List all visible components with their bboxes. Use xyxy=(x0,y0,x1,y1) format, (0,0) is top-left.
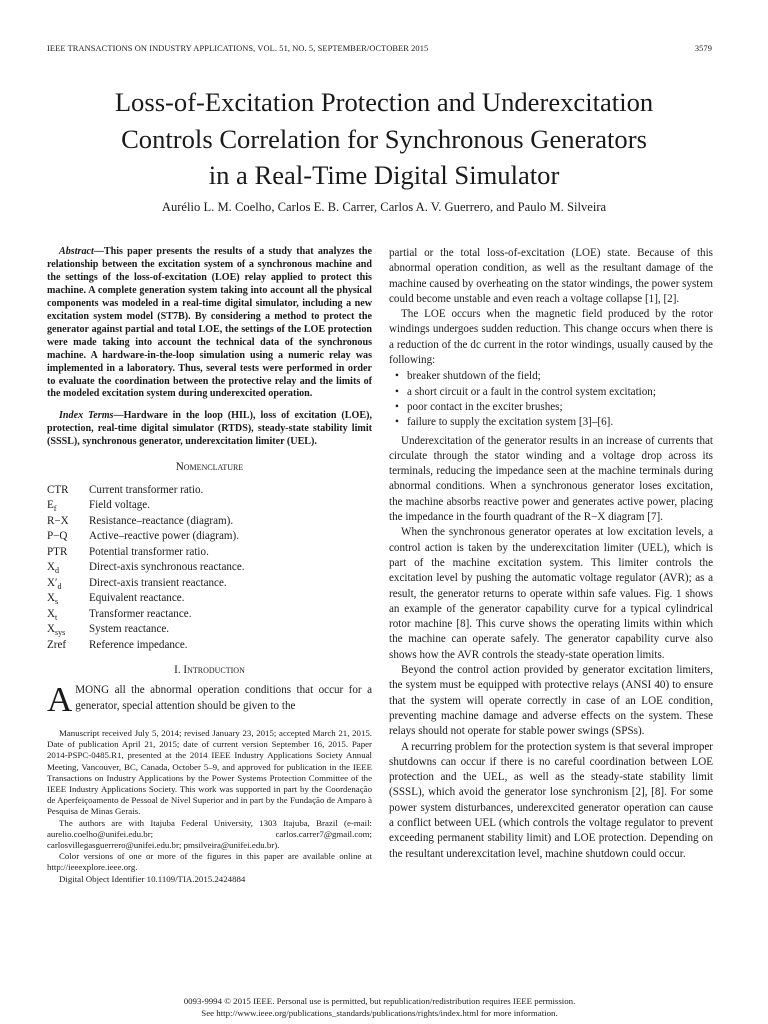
right-column xyxy=(389,246,713,862)
nomenclature-heading: Nomenclature xyxy=(175,461,244,474)
footnote-authors: The authors are with Itajuba Federal University, 1303 Itajuba, Brazil (e-mail: aurelio.coelho@unifei.edu.br; carlos.carrer7@gmail.com; carlosvillegasguerrero@unifei.edu.br; pmsilveira@unifei.edu.br). xyxy=(47,817,372,851)
list-item: • a short circuit or a fault in the control system excitation; xyxy=(407,385,713,400)
nomenclature-row xyxy=(47,591,372,607)
nomenclature-symbol: $X_s$ xyxy=(47,592,59,607)
list-item: • breaker shutdown of the field; xyxy=(407,369,713,384)
nomenclature-row xyxy=(47,560,372,576)
section-title: Introduction xyxy=(183,664,245,677)
nomenclature-symbol: $X'_d$ xyxy=(47,576,62,591)
nomenclature-desc: Direct-axis synchronous reactance. xyxy=(89,561,245,574)
abstract-text: —This paper presents the results of a study that analyzes the relationship between the excitation system of a synchronous machine and the settings of the loss-of-excitation (LOE) relay applied to protect this machine. A complete generation system taking into account all the physical components was modeled in a real-time digital simulator, including a new excitation system model (ST7B). By considering a method to protect the generator against partial and total LOE, the settings of the LOE protection were made taking into account the technical data of the synchronous machine. A hardware-in-the-loop simulation using a numeric relay was implemented in a laboratory. Thus, several tests were performed in order to evaluate the coordination between the protective relay and the limits of the modeled excitation system during underexcited operation. xyxy=(47,246,372,400)
nomenclature-symbol: R−X xyxy=(47,514,69,527)
nomenclature-row xyxy=(47,529,372,545)
nomenclature-desc: Equivalent reactance. xyxy=(89,592,185,605)
nomenclature-symbol: $X_t$ xyxy=(47,607,58,622)
drop-cap: A xyxy=(47,680,73,720)
body-paragraph: Beyond the control action provided by generator excitation limiters, the system must be equipped with protective relays (ANSI 40) to ensure that the system will operate correctly in case of an LOE condition, preventing machine damage and adverse effects on the system. These relays should not operate for stable power swings (SPSs). xyxy=(389,664,713,738)
nomenclature-row xyxy=(47,638,372,654)
footnote-manuscript: Manuscript received July 5, 2014; revised January 23, 2015; accepted March 21, 2015. Date of publication April 21, 2015; date of current version September 16, 2015. Paper 2014-PSPC-0485.R1, presented at the 2014 IEEE Industry Applications Society Annual Meeting, Vancouver, BC, Canada, October 5–9, and approved for publication in the IEEE Transactions on Industry Applications by the Power Systems Protection Committee of the IEEE Industry Applications Society. This work was supported in part by the Coordenação de Aperfeiçoamento de Pessoal de Nível Superior and in part by the Fundação de Amparo à Pesquisa de Minas Gerais. xyxy=(47,727,372,817)
copyright-line: 0093-9994 © 2015 IEEE. Personal use is permitted, but republication/redistribution requires IEEE permission. xyxy=(183,996,576,1006)
body-paragraph: partial or the total loss-of-excitation (LOE) state. Because of this abnormal operation condition, as well as the resultant damage of the machine caused by overheating on the stator windings, the power system could become unstable and even reach a voltage collapse [1], [2]. xyxy=(389,247,713,305)
index-terms xyxy=(47,410,372,449)
nomenclature-row xyxy=(47,498,372,514)
list-item: • failure to supply the excitation system [3]–[6]. xyxy=(407,415,713,430)
nomenclature-desc: Direct-axis transient reactance. xyxy=(89,576,227,589)
title-line: Controls Correlation for Synchronous Generators xyxy=(121,123,647,154)
author-list: Aurélio L. M. Coelho, Carlos E. B. Carrer, Carlos A. V. Guerrero, and Paulo M. Silveira xyxy=(161,200,607,214)
running-header xyxy=(47,44,712,53)
footnote-doi: Digital Object Identifier 10.1109/TIA.2015.2424884 xyxy=(59,873,246,884)
footnote-color: Color versions of one or more of the figures in this paper are available online at http://ieeexplore.ieee.org. xyxy=(47,851,372,873)
nomenclature-symbol: P−Q xyxy=(47,530,68,543)
nomenclature-symbol: PTR xyxy=(47,545,68,558)
nomenclature-desc: Active–reactive power (diagram). xyxy=(89,530,239,543)
nomenclature-row xyxy=(47,622,372,638)
nomenclature-row xyxy=(47,576,372,592)
body-paragraph: A recurring problem for the protection system is that several improper shutdowns can occur if there is no careful coordination between LOE protection and the UEL, as well as the steady-state stability limit (SSSL), which avoid the generator lose synchronism [2], [8]. For some power system disturbances, underexcited generator operation can cause a conflict between UEL (which controls the voltage regulator to prevent exceeding permanent stability limit) and LOE protection. Depending on the resultant underexcitation level, machine shutdown could occur. xyxy=(389,740,713,860)
body-paragraph: When the synchronous generator operates at low excitation levels, a control action is taken by the underexcitation limiter (UEL), which is part of the machine excitation system. This limiter controls the excitation level by pushing the automatic voltage regulator (AVR); as a result, the generator returns to operate within safe values. Fig. 1 shows an example of the generator capability curve for a typical cylindrical rotor machine [8]. This curve shows the operating limits within which the machine can operate safely. The generator capability curve also shows how the AVR controls the steady-state operation limits. xyxy=(389,526,713,661)
copyright-footer xyxy=(47,995,712,1020)
nomenclature-symbol: CTR xyxy=(47,483,69,496)
journal-name: IEEE TRANSACTIONS ON INDUSTRY APPLICATIONS, VOL. 51, NO. 5, SEPTEMBER/OCTOBER 2015 xyxy=(47,44,429,53)
nomenclature-desc: Potential transformer ratio. xyxy=(89,545,209,558)
rights-url-line: See http://www.ieee.org/publications_standards/publications/rights/index.html for more information. xyxy=(201,1008,558,1019)
nomenclature-desc: Transformer reactance. xyxy=(89,607,192,620)
body-paragraph: Underexcitation of the generator results in an increase of currents that circulate through the stator winding and a voltage drop across its terminals, reducing the impedance seen at the machine terminals during abnormal conditions. When a synchronous generator loses excitation, the machine absorbs reactive power and generates active power, placing the impedance in the fourth quadrant of the R−X diagram [7]. xyxy=(389,434,713,524)
paper-title xyxy=(40,84,728,194)
page-number: 3579 xyxy=(694,44,712,53)
list-item: • poor contact in the exciter brushes; xyxy=(407,400,713,415)
nomenclature-desc: Current transformer ratio. xyxy=(89,483,204,496)
nomenclature-symbol: Zref xyxy=(47,638,67,651)
nomenclature-desc: Field voltage. xyxy=(89,499,151,512)
nomenclature-symbol: $X_{sys}$ xyxy=(47,623,66,638)
nomenclature-list xyxy=(47,483,372,654)
nomenclature-row xyxy=(47,607,372,623)
intro-first-word: MONG xyxy=(75,684,110,697)
section-number: I. xyxy=(174,664,181,677)
nomenclature-row xyxy=(47,545,372,561)
nomenclature-row xyxy=(47,483,372,499)
cause-list xyxy=(389,369,713,430)
abstract-label: Abstract xyxy=(59,246,94,257)
body-paragraph: The LOE occurs when the magnetic field produced by the rotor windings undergoes sudden reduction. This change occurs when there is a reduction of the dc current in the rotor windings, usually caused by the following: xyxy=(389,308,713,367)
nomenclature-row xyxy=(47,514,372,530)
nomenclature-desc: Resistance–reactance (diagram). xyxy=(89,514,234,527)
footnote-block xyxy=(47,728,372,885)
left-column xyxy=(47,246,372,885)
nomenclature-desc: Reference impedance. xyxy=(89,638,188,651)
title-line: Loss-of-Excitation Protection and Underexcitation xyxy=(114,87,654,117)
index-terms-text: —Hardware in the loop (HIL), loss of excitation (LOE), protection, real-time digital simulator (RTDS), steady-state stability limit (SSSL), synchronous generator, underexcitation limiter (UEL). xyxy=(47,410,372,448)
nomenclature-desc: System reactance. xyxy=(89,623,170,636)
index-terms-label: Index Terms xyxy=(59,410,114,422)
intro-paragraph xyxy=(47,680,372,720)
abstract xyxy=(47,246,372,401)
intro-text: all the abnormal operation conditions that occur for a generator, special attention should be given to the xyxy=(75,684,372,712)
nomenclature-symbol: $E_f$ xyxy=(47,499,57,514)
nomenclature-symbol: $X_d$ xyxy=(47,561,60,576)
title-line: in a Real-Time Digital Simulator xyxy=(208,160,560,190)
section-heading-introduction xyxy=(47,663,372,678)
